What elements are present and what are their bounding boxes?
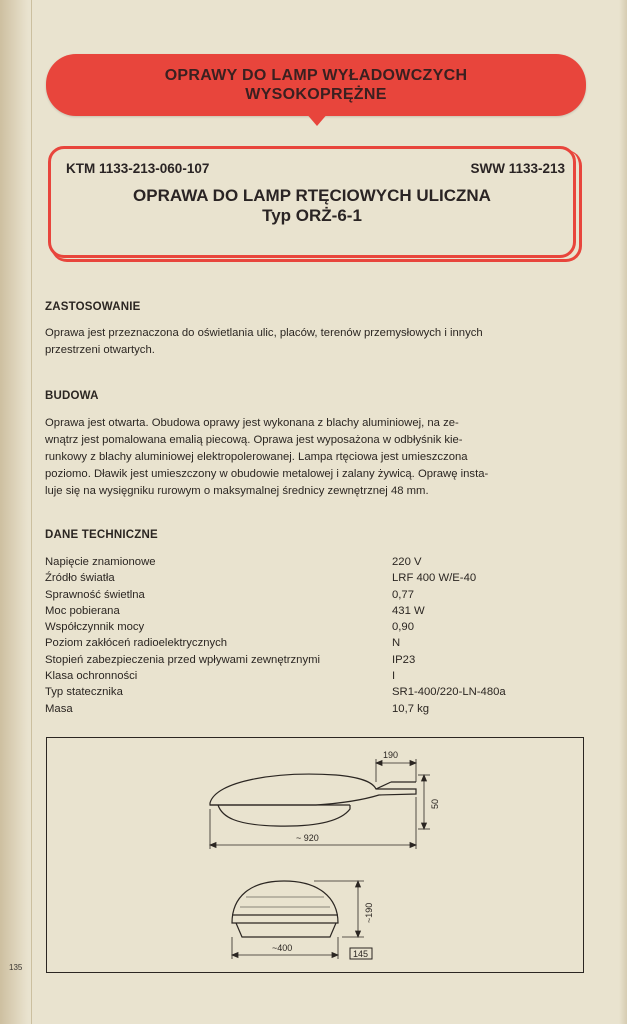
spec-value: 220 V [392, 556, 422, 568]
paragraph-budowa [45, 415, 585, 500]
spec-label: Typ statecznika [45, 686, 123, 699]
ktm-code: KTM 1133-213-060-107 [66, 161, 210, 176]
paragraph-line: przestrzeni otwartych. [45, 344, 155, 356]
spec-value: 10,7 kg [392, 702, 430, 715]
spec-row [45, 619, 585, 635]
spec-row [45, 701, 585, 717]
product-title-line-1: OPRAWA DO LAMP RTĘCIOWYCH ULICZNA [133, 186, 491, 205]
spec-value: LRF 400 W/E-40 [392, 572, 477, 585]
spec-label: Źródło światła [45, 572, 115, 585]
spec-row [45, 635, 585, 651]
spec-value: 0,90 [392, 621, 414, 634]
paragraph-line: Oprawa jest otwarta. Obudowa oprawy jest wykonana z blachy aluminiowej, na ze- [45, 417, 459, 429]
paragraph-line: luje się na wysięgniku rurowym o maksymalnej średnicy zewnętrznej 48 mm. [45, 485, 429, 497]
spec-value: 0,77 [392, 588, 414, 601]
paragraph-line: Oprawa jest przeznaczona do oświetlania ulic, placów, terenów przemysłowych i innych [45, 327, 483, 339]
banner-pointer [305, 112, 329, 126]
dim-400: ~400 [272, 943, 293, 953]
sww-code: SWW 1133-213 [470, 161, 565, 176]
luminaire-front-view [232, 881, 338, 937]
luminaire-side-view [210, 774, 416, 826]
paragraph-line: wnątrz jest pomalowana emalią piecową. Oprawa jest wyposażona w odbłyśnik kie- [45, 434, 463, 446]
spec-row [45, 652, 585, 668]
page-number: 135 [9, 963, 23, 972]
page-edge-shadow [619, 0, 627, 1024]
banner-line-1: OPRAWY DO LAMP WYŁADOWCZYCH [164, 67, 468, 84]
spec-row [45, 668, 585, 684]
spec-value: IP23 [392, 653, 416, 666]
spec-label: Współczynnik mocy [45, 621, 145, 634]
spec-label: Klasa ochronności [45, 670, 138, 683]
spec-value: SR1-400/220-LN-480a [392, 686, 506, 699]
spec-label: Moc pobierana [45, 604, 120, 617]
spec-label: Stopień zabezpieczenia przed wpływami zewnętrznymi [45, 653, 321, 666]
product-title [48, 186, 576, 226]
dim-50: 50 [430, 798, 440, 809]
product-title-line-2: Typ ORŻ-6-1 [262, 206, 362, 225]
section-heading-zastosowanie: ZASTOSOWANIE [45, 301, 141, 313]
spec-value: 431 W [392, 604, 425, 617]
banner-line-2: WYSOKOPRĘŻNE [245, 86, 387, 103]
category-banner-title [46, 66, 586, 104]
luminaire-technical-drawing [46, 737, 584, 973]
spec-row [45, 684, 585, 700]
spec-label: Masa [45, 702, 73, 715]
spec-label: Sprawność świetlna [45, 588, 145, 601]
section-heading-budowa: BUDOWA [45, 390, 99, 402]
paragraph-line: runkowy z blachy aluminiowej elektropolerowanej. Lampa rtęciowa jest umieszczona [45, 451, 468, 463]
paragraph-zastosowanie [45, 325, 585, 359]
spec-row [45, 554, 585, 570]
binding-line [31, 0, 32, 1024]
spec-label: Poziom zakłóceń radioelektrycznych [45, 637, 228, 650]
technical-data-table [45, 554, 585, 717]
section-heading-dane-techniczne: DANE TECHNICZNE [45, 529, 158, 541]
dim-190-side: ~190 [364, 902, 374, 923]
dim-145: 145 [353, 949, 369, 959]
spec-row [45, 603, 585, 619]
spec-label: Napięcie znamionowe [45, 556, 156, 568]
spec-row [45, 570, 585, 586]
spec-value: N [392, 637, 401, 650]
spec-row [45, 587, 585, 603]
spec-value: I [392, 670, 396, 683]
paragraph-line: poziomo. Dławik jest umieszczony w obudowie metalowej i zalany żywicą. Oprawę insta- [45, 468, 489, 480]
book-spine-shadow [0, 0, 28, 1024]
dim-920: ~ 920 [296, 833, 319, 843]
dim-190-top: 190 [383, 750, 399, 760]
